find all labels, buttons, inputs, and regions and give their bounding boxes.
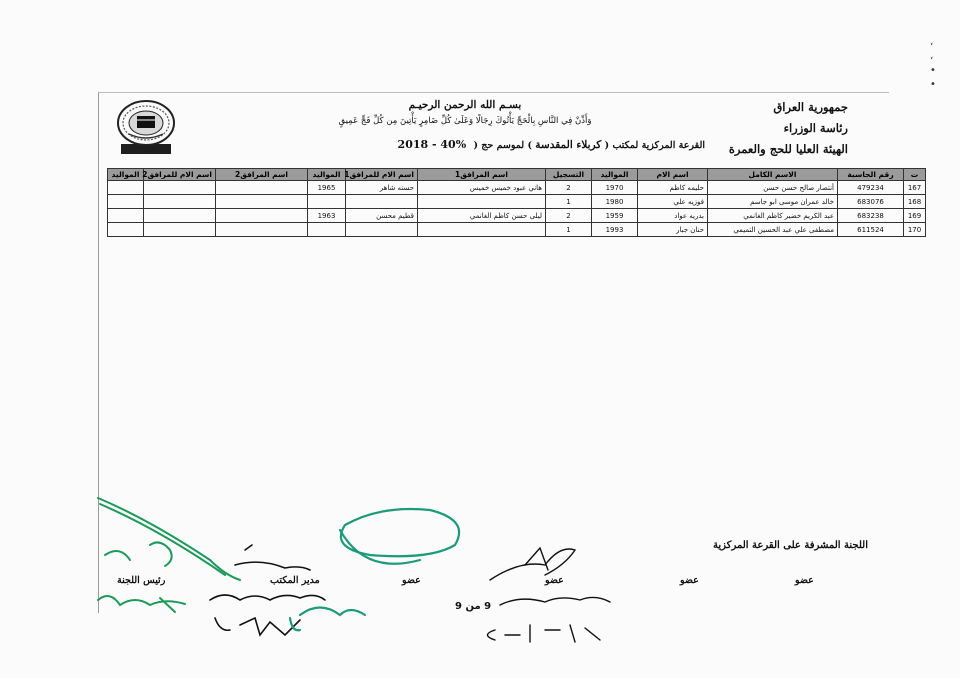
table-cell: 683238 <box>838 209 904 223</box>
season-year: 2018 - 40% <box>397 138 467 151</box>
column-header: اسم الام <box>638 169 708 181</box>
table-cell: حنان جبار <box>638 223 708 237</box>
column-header: اسم الام للمرافق1 <box>346 169 418 181</box>
table-cell: 1965 <box>308 181 346 195</box>
table-cell: بدريه عواد <box>638 209 708 223</box>
column-header: اسم المرافق2 <box>216 169 308 181</box>
table-cell: 168 <box>904 195 926 209</box>
table-cell: 170 <box>904 223 926 237</box>
country-name: جمهورية العراق <box>773 100 848 114</box>
table-cell: 1963 <box>308 209 346 223</box>
table-cell: هاني عبود خميس خميس <box>418 181 546 195</box>
table-cell: 1 <box>546 223 592 237</box>
subtitle-close-paren: ) <box>527 140 532 151</box>
table-cell: حسنه شاهر <box>346 181 418 195</box>
member-date-signature-icon <box>488 548 611 642</box>
column-header: ت <box>904 169 926 181</box>
table-cell: قطيم محسن <box>346 209 418 223</box>
table-cell: 611524 <box>838 223 904 237</box>
table-cell: أنتصار صالح حسن حسن <box>708 181 838 195</box>
office-manager-signature-icon <box>210 545 325 635</box>
signature-label-member: عضو <box>680 575 699 586</box>
committee-title: اللجنة المشرفة على القرعة المركزية <box>713 540 868 551</box>
table-cell: عبد الكريم خضير كاظم الغانمي <box>708 209 838 223</box>
table-cell: 1980 <box>592 195 638 209</box>
table-cell: حليمه كاظم <box>638 181 708 195</box>
table-cell: 683076 <box>838 195 904 209</box>
column-header: المواليد <box>308 169 346 181</box>
table-cell: 1 <box>546 195 592 209</box>
chair-signature-icon <box>98 498 240 612</box>
margin-marks: ، ، • • <box>930 37 936 90</box>
page-of: من <box>465 601 481 612</box>
signature-label-member: عضو <box>795 575 814 586</box>
table-cell: 2 <box>546 209 592 223</box>
signature-label-member: عضو <box>402 575 421 586</box>
member-signature-icon <box>290 509 459 630</box>
table-cell: فوزيه علي <box>638 195 708 209</box>
table-cell: 167 <box>904 181 926 195</box>
authority-name: الهيئة العليا للحج والعمرة <box>728 142 848 156</box>
subtitle-open-paren-2: ( <box>473 140 478 151</box>
table-cell: 1993 <box>592 223 638 237</box>
table-cell: خالد عمران موسى ابو جاسم <box>708 195 838 209</box>
column-header: التسجيل <box>546 169 592 181</box>
quran-verse: وَأَذِّنْ فِي النَّاسِ بِالْحَجِّ يَأْتُوكَ رِجَالًا وَعَلَىٰ كُلِّ ضَامِرٍ يَأْتِينَ مِن كُلِّ فَجٍّ عَمِيقٍ <box>338 116 592 126</box>
subtitle-prefix: القرعة المركزية لمكتب <box>612 140 705 151</box>
table-cell: 169 <box>904 209 926 223</box>
page-total: 9 <box>455 601 462 612</box>
signature-label-member: عضو <box>545 575 564 586</box>
table-cell: 1959 <box>592 209 638 223</box>
table-cell: ليلى حسن كاظم الغانمي <box>418 209 546 223</box>
page-current: 9 <box>484 601 492 612</box>
table-cell: 2 <box>546 181 592 195</box>
basmala: بسـم الله الرحمن الرحيـم <box>408 99 522 111</box>
office-name: كربلاء المقدسة <box>535 139 602 151</box>
column-header: اسم الام للمرافق2 <box>144 169 216 181</box>
table-cell: مصطفى علي عبد الحسين التميمي <box>708 223 838 237</box>
season-label: لموسم حج <box>481 140 525 151</box>
signature-label-chair: رئيس اللجنة <box>117 575 166 586</box>
column-header: المواليد <box>592 169 638 181</box>
column-header: رقم الحاسبة <box>838 169 904 181</box>
signature-label-office-manager: مدير المكتب <box>270 575 320 586</box>
subtitle-open-paren: ( <box>604 140 610 151</box>
column-header: المواليد <box>108 169 144 181</box>
table-cell: 1970 <box>592 181 638 195</box>
presidency-name: رئاسة الوزراء <box>783 121 848 135</box>
column-header: اسم المرافق1 <box>418 169 546 181</box>
column-header: الاسم الكامل <box>708 169 838 181</box>
table-cell: 479234 <box>838 181 904 195</box>
